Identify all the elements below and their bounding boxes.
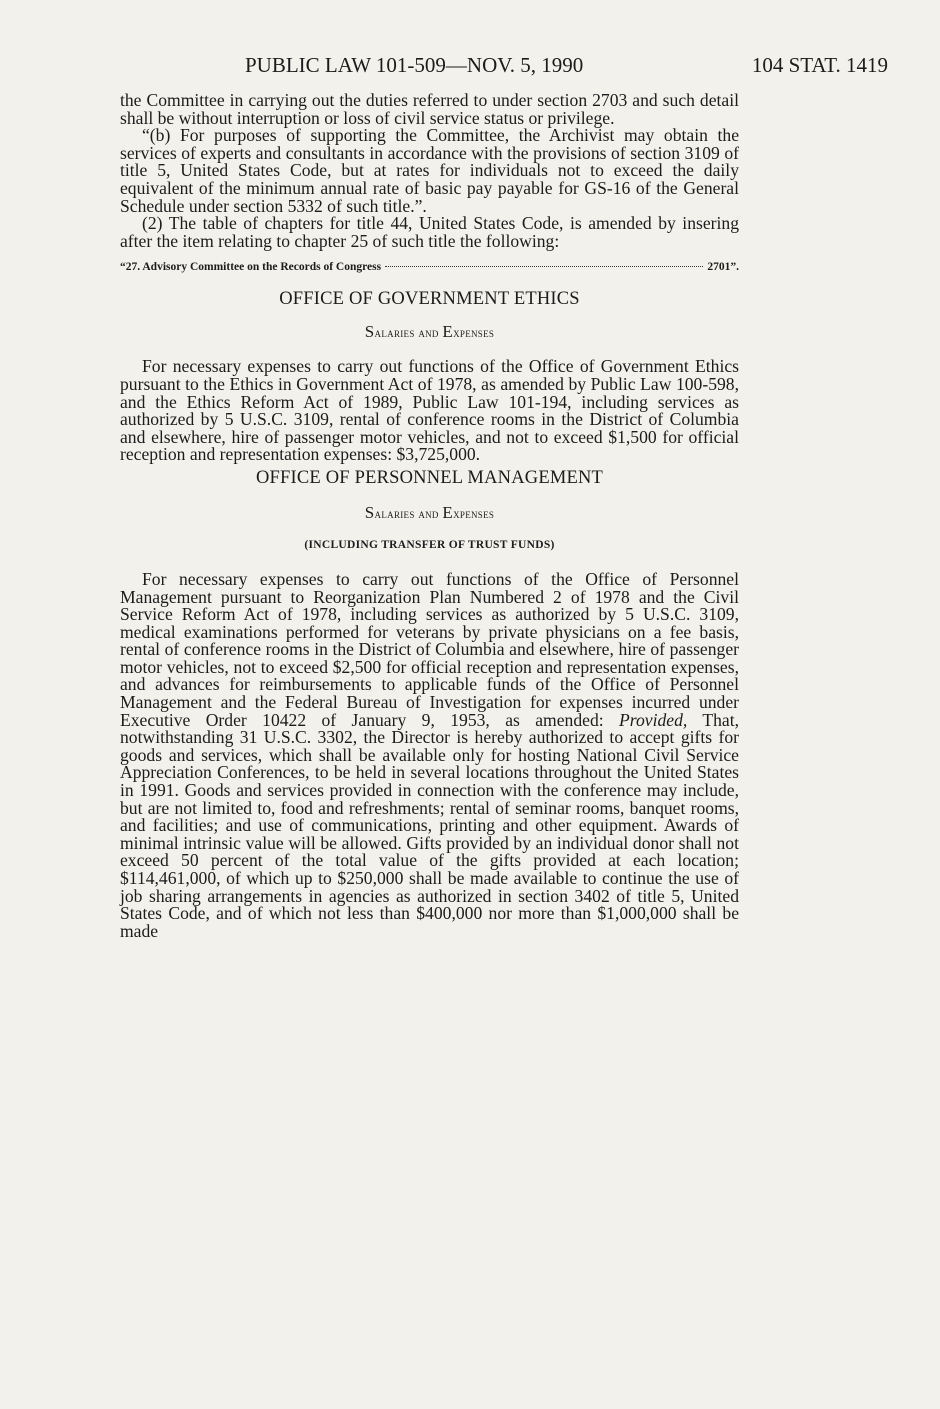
running-head xyxy=(118,50,888,80)
page-body xyxy=(120,92,739,940)
opm-subheading-initial-e: E xyxy=(442,502,454,522)
opm-appropriation-paragraph xyxy=(120,568,739,941)
ethics-subheading-initial-s: S xyxy=(364,322,375,342)
ethics-appropriation-paragraph: For necessary expenses to carry out functions of the Office of Government Ethics pursuant to the Ethics in Government Act of 1978, as amended by Public Law 100-598, and the Ethics Reform Act of 1989, Public Law 101-194, including services as authorized by 5 U.S.C. 3109, rental of conference rooms in the District of Columbia and elsewhere, hire of passenger motor vehicles, and not to exceed $1,500 for official reception and representation expenses: $3,725,000. xyxy=(120,356,739,465)
chapter-entry-title: “27. Advisory Committee on the Records of Congress xyxy=(120,261,382,274)
page-title: PUBLIC LAW 101-509—NOV. 5, 1990 xyxy=(245,53,584,77)
continuation-paragraph: the Committee in carrying out the duties referred to under section 2703 and such detail shall be without interruption or loss of civil service status or privilege. xyxy=(120,90,739,128)
opm-heading: OFFICE OF PERSONNEL MANAGEMENT xyxy=(255,467,604,488)
chapter-entry-section: 2701”. xyxy=(707,261,739,274)
ethics-heading: OFFICE OF GOVERNMENT ETHICS xyxy=(279,289,580,310)
table-of-chapters-paragraph: (2) The table of chapters for title 44, United States Code, is amended by insering after the item relating to chapter 25 of such title the following: xyxy=(120,213,739,251)
stat-page-number: 104 STAT. 1419 xyxy=(751,53,888,77)
ethics-subheading-text-a: alaries and xyxy=(374,325,443,341)
provided-proviso: Provided, xyxy=(619,709,688,730)
ethics-subheading-initial-e: E xyxy=(442,322,454,342)
opm-body-part-2: That, notwithstanding 31 U.S.C. 3302, the Director is hereby authorized to accept gifts for goods and services, which shall be available only for hosting National Civil Service Appreciation Conferences, to be held in several locations throughout the United States in 1991. Goods and services provided in connection with the conference may include, but are not limited to, food and refreshments; rental of seminar rooms, banquet rooms, and facilities; and use of communications, printing and other equipment. Awards of minimal intrinsic value will be allowed. Gifts provided by an individual donor shall not exceed 50 percent of the total value of the gifts provided at each location; $114,461,000, of which up to $250,000 shall be made available to continue the use of job sharing arrangements in agencies as authorized in section 3402 of title 5, United States Code, and of which not less than $400,000 nor more than $1,000,000 shall be made xyxy=(120,709,739,941)
opm-subheading xyxy=(120,504,739,523)
opm-transfer-note: (INCLUDING TRANSFER OF TRUST FUNDS) xyxy=(304,538,555,551)
dot-leader xyxy=(385,266,703,267)
opm-body-part-1: For necessary expenses to carry out functions of the Office of Personnel Management pursuant to Reorganization Plan Numbered 2 of 1978 and the Civil Service Reform Act of 1978, including services as authorized by 5 U.S.C. 3109, medical examinations performed for veterans by private physicians on a fee basis, rental of conference rooms in the District of Columbia and elsewhere, hire of passenger motor vehicles, not to exceed $2,500 for official reception and representation expenses, and advances for reimbursements to applicable funds of the Office of Personnel Management and the Federal Bureau of Investigation for expenses incurred under Executive Order 10422 of January 9, 1953, as amended: xyxy=(120,568,739,730)
chapter-table-entry xyxy=(120,259,739,275)
opm-subheading-initial-s: S xyxy=(364,502,375,522)
ethics-subheading xyxy=(120,323,739,342)
opm-subheading-text-b: xpenses xyxy=(453,505,495,521)
opm-subheading-text-a: alaries and xyxy=(374,505,443,521)
ethics-subheading-text-b: xpenses xyxy=(453,325,495,341)
subsection-b-paragraph: “(b) For purposes of supporting the Committee, the Archivist may obtain the services of experts and consultants in accordance with the provisions of section 3109 of title 5, United States Code, but at rates for individuals not to exceed the daily equivalent of the minimum annual rate of basic pay payable for GS-16 of the General Schedule under section 5332 of such title.”. xyxy=(120,125,739,216)
